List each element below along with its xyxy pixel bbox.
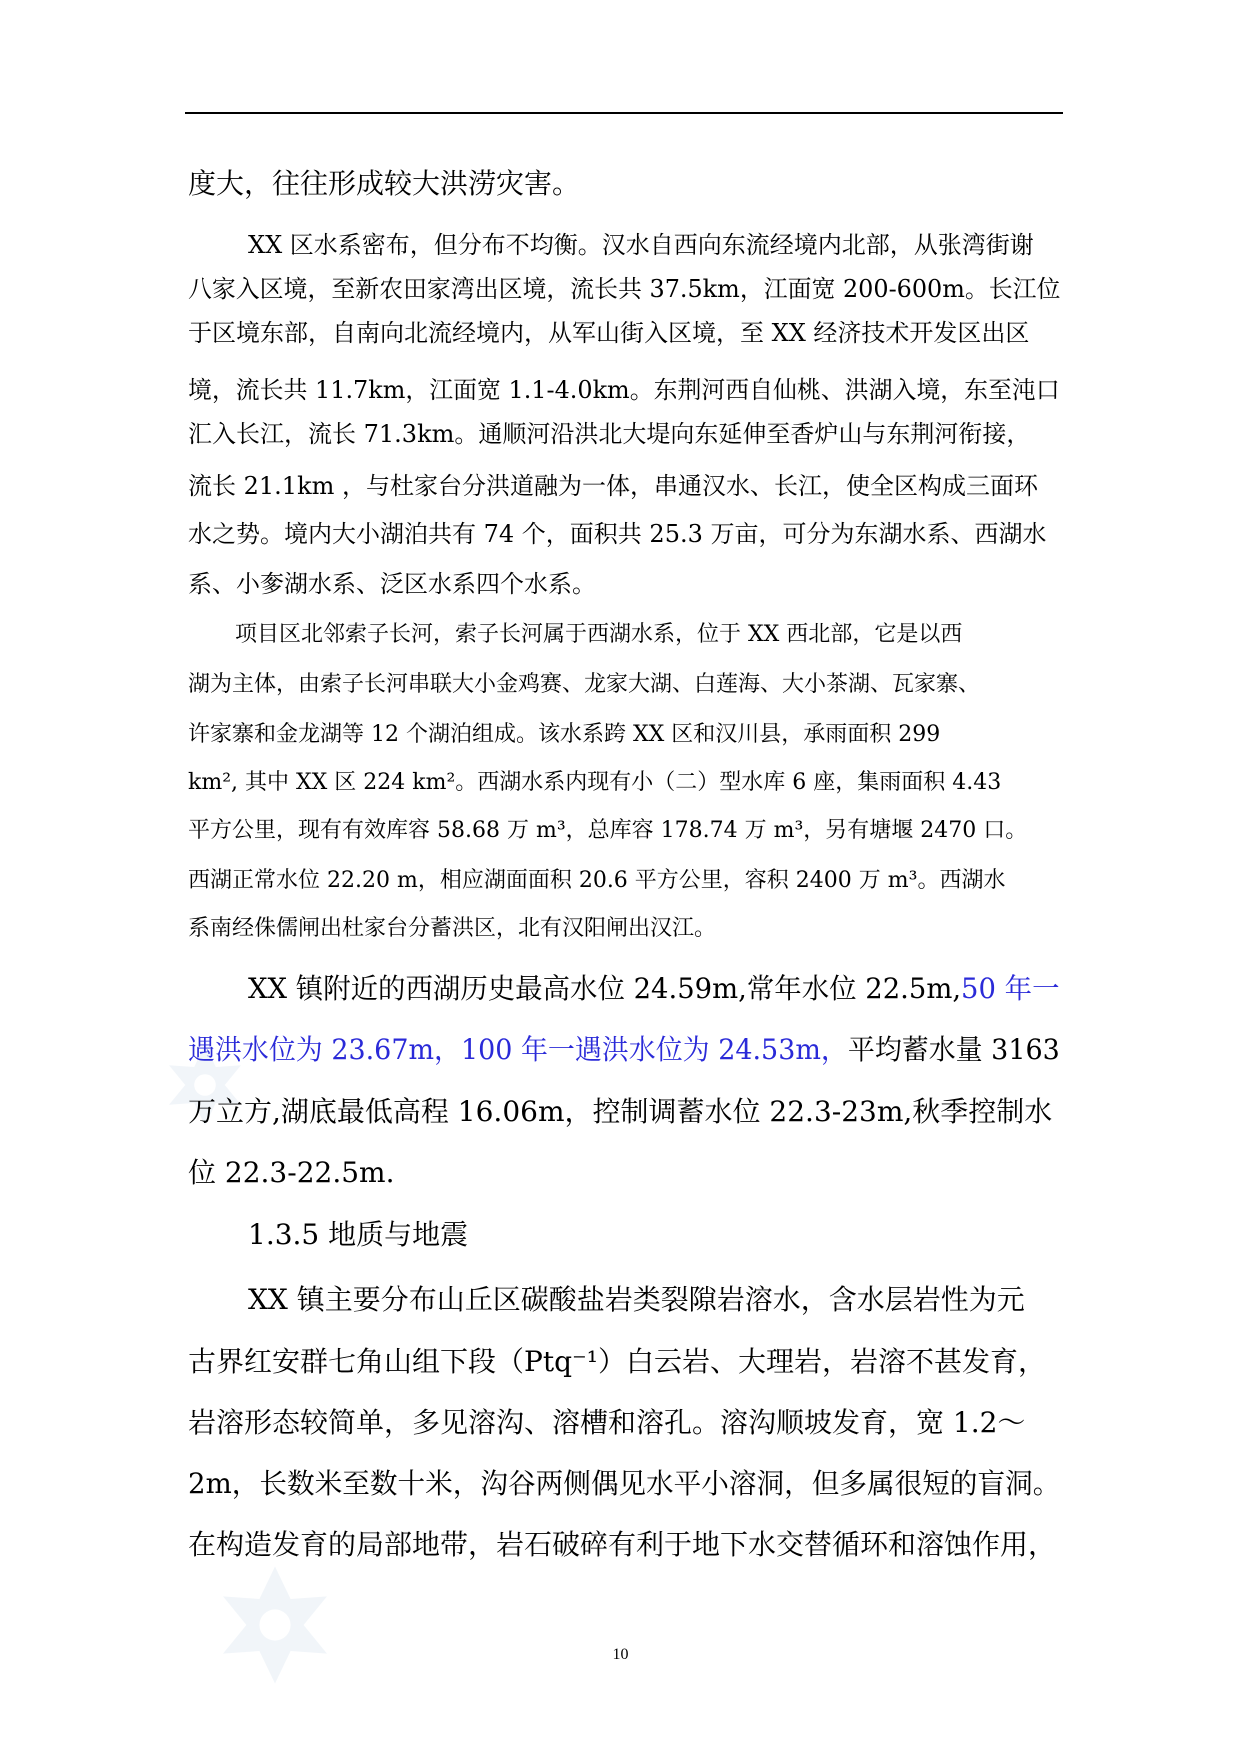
snowflake-watermark-icon [210, 1560, 340, 1690]
paragraph-line: 岩溶形态较简单，多见溶沟、溶槽和溶孔。溶沟顺坡发育，宽 1.2～ [188, 1406, 1026, 1439]
paragraph-line: 系南经侏儒闸出杜家台分蓄洪区，北有汉阳闸出汉江。 [188, 916, 717, 941]
paragraph-line: XX 镇主要分布山丘区碳酸盐岩类裂隙岩溶水，含水层岩性为元 [248, 1283, 1025, 1316]
paragraph-line: 西湖正常水位 22.20 m，相应湖面面积 20.6 平方公里，容积 2400 万 m³。西湖水 [188, 868, 1006, 893]
section-heading: 1.3.5 地质与地震 [248, 1218, 469, 1251]
highlighted-text: 遇洪水位为 23.67m，100 年一遇洪水位为 24.53m， [188, 1033, 848, 1066]
paragraph-line: 水之势。境内大小湖泊共有 74 个，面积共 25.3 万亩，可分为东湖水系、西湖水 [188, 520, 1047, 548]
header-rule [185, 112, 1063, 114]
paragraph-line: 万立方,湖底最低高程 16.06m，控制调蓄水位 22.3-23m,秋季控制水 [188, 1095, 1053, 1128]
paragraph-line: 汇入长江，流长 71.3km。通顺河沿洪北大堤向东延伸至香炉山与东荆河衔接， [188, 420, 1031, 448]
paragraph-line: 湖为主体，由索子长河串联大小金鸡赛、龙家大湖、白莲海、大小茶湖、瓦家寨、 [188, 672, 981, 697]
paragraph-line: 于区境东部，自南向北流经境内，从军山街入区境，至 XX 经济技术开发区出区 [188, 319, 1030, 347]
paragraph-line: 平方公里，现有有效库容 58.68 万 m³，总库容 178.74 万 m³，另有塘堰 2470 口。 [188, 818, 1028, 843]
paragraph-line: 2m，长数米至数十米，沟谷两侧偶见水平小溶洞，但多属很短的盲洞。 [188, 1467, 1061, 1500]
paragraph-line: 度大，往往形成较大洪涝灾害。 [188, 167, 581, 200]
paragraph-line [188, 1033, 1060, 1066]
text-span: 平均蓄水量 3163 [847, 1033, 1060, 1066]
paragraph-line: 八家入区境，至新农田家湾出区境，流长共 37.5km，江面宽 200-600m。长江位 [188, 275, 1061, 303]
paragraph-line: 项目区北邻索子长河，索子长河属于西湖水系，位于 XX 西北部，它是以西 [235, 622, 963, 647]
paragraph-line: 在构造发育的局部地带，岩石破碎有利于地下水交替循环和溶蚀作用， [188, 1528, 1057, 1561]
text-span: XX 镇附近的西湖历史最高水位 24.59m,常年水位 22.5m, [248, 972, 962, 1005]
paragraph-line: 流长 21.1km ，与杜家台分洪道融为一体，串通汉水、长江，使全区构成三面环 [188, 472, 1038, 500]
paragraph-line: 境，流长共 11.7km，江面宽 1.1-4.0km。东荆河西自仙桃、洪湖入境，东至沌口 [188, 376, 1060, 404]
paragraph-line: 古界红安群七角山组下段（Ptq⁻¹）白云岩、大理岩，岩溶不甚发育， [188, 1345, 1047, 1378]
paragraph-line: 位 22.3-22.5m. [188, 1156, 395, 1189]
paragraph-line: 许家寨和金龙湖等 12 个湖泊组成。该水系跨 XX 区和汉川县，承雨面积 299 [188, 722, 941, 747]
page-number: 10 [612, 1646, 629, 1663]
paragraph-line: km², 其中 XX 区 224 km²。西湖水系内现有小（二）型水库 6 座，集雨面积 4.43 [188, 770, 1002, 795]
paragraph-line: 系、小奓湖水系、泛区水系四个水系。 [188, 570, 596, 598]
paragraph-line: XX 区水系密布，但分布不均衡。汉水自西向东流经境内北部，从张湾街谢 [248, 231, 1034, 259]
highlighted-text: 50 年一 [961, 972, 1060, 1005]
paragraph-line [248, 972, 1060, 1005]
